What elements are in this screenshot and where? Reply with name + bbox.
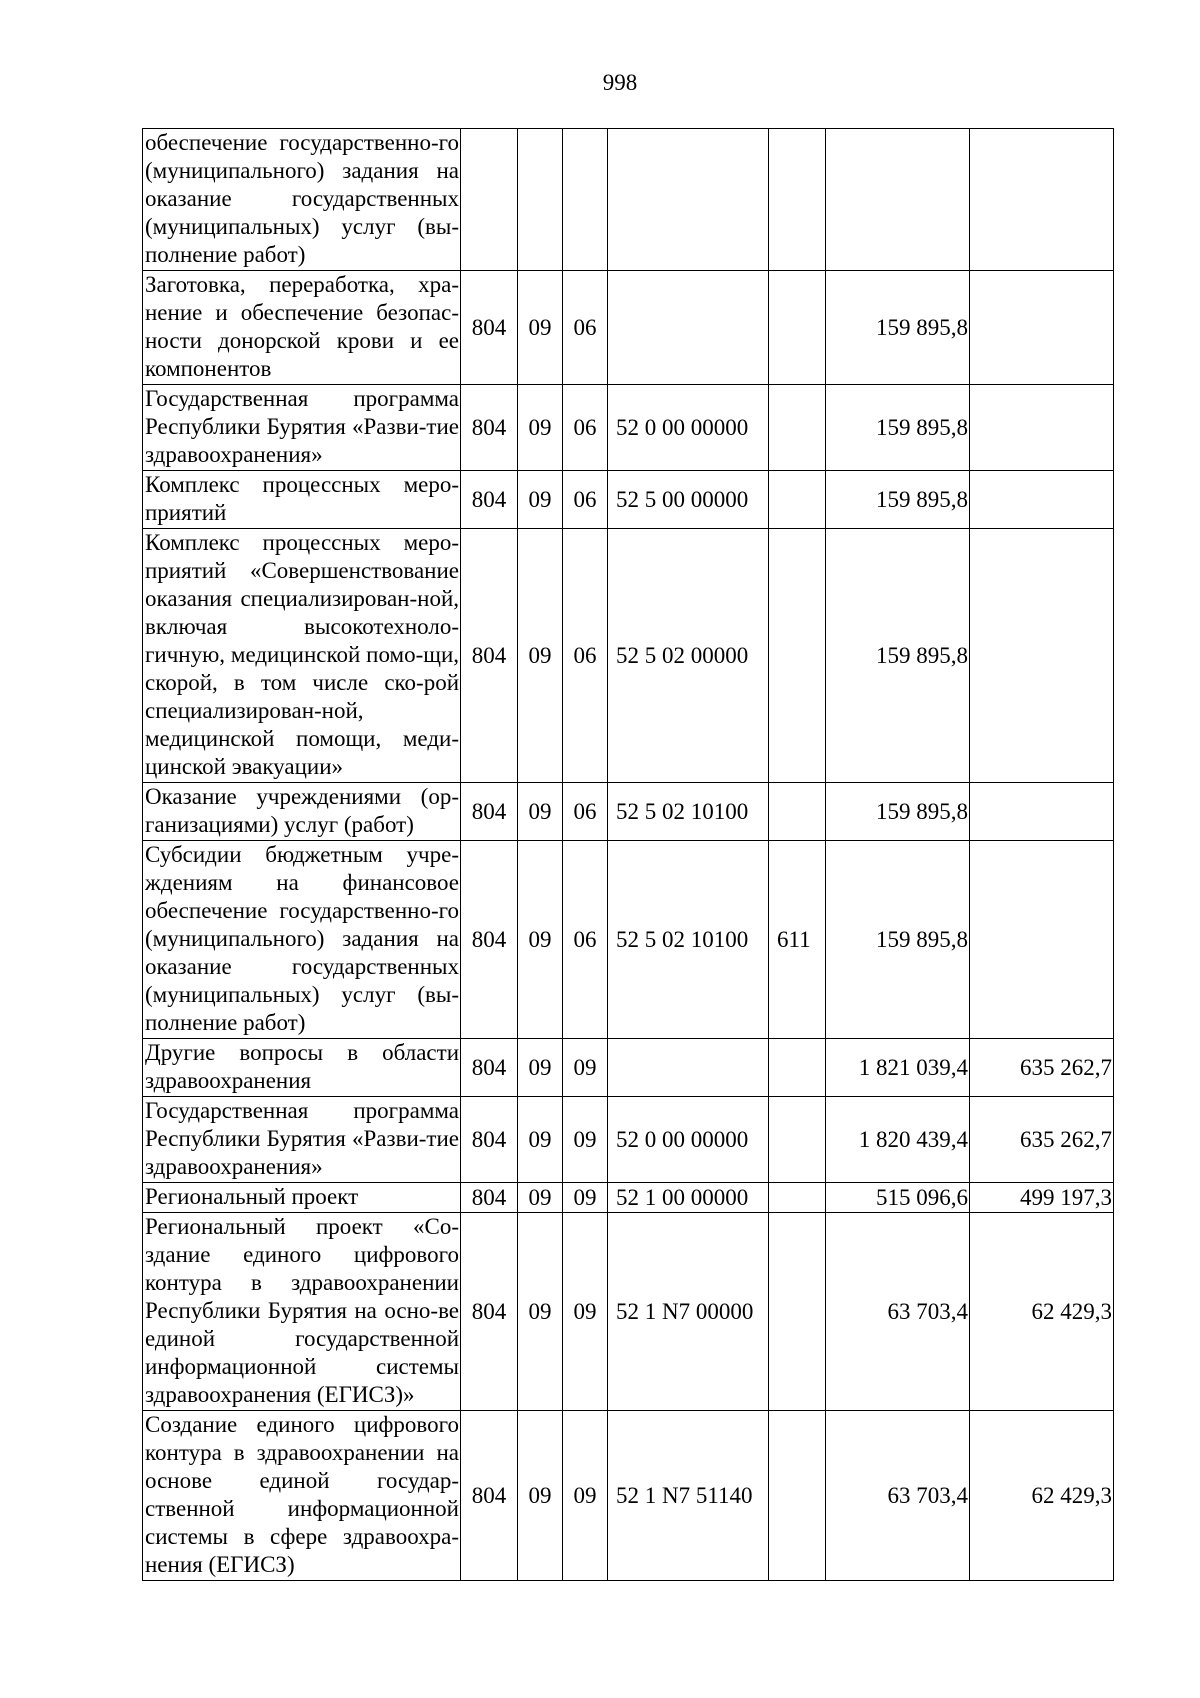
page-number: 998 [602, 70, 638, 95]
target-article-code: 52 1 N7 00000 [608, 1213, 769, 1411]
row-name: Государственная программа Республики Бурятия «Разви-тие здравоохранения» [143, 1097, 461, 1183]
subsection-code: 06 [563, 385, 608, 471]
subsection-code: 06 [563, 529, 608, 783]
row-name: Региональный проект [143, 1183, 461, 1213]
grbs-code: 804 [461, 1411, 518, 1581]
amount-year-1: 1 820 439,4 [826, 1097, 970, 1183]
row-name: Создание единого цифрового контура в здравоохранении на основе единой государ-ственной информационной системы в сфере здравоохра-нения (ЕГИСЗ) [143, 1411, 461, 1581]
target-article-code: 52 0 00 00000 [608, 1097, 769, 1183]
section-code: 09 [518, 1213, 563, 1411]
target-article-code: 52 0 00 00000 [608, 385, 769, 471]
amount-year-2 [970, 385, 1114, 471]
table-row [143, 1183, 1114, 1213]
grbs-code [461, 129, 518, 271]
expense-type-code [769, 1039, 826, 1097]
target-article-code: 52 5 00 00000 [608, 471, 769, 529]
expense-type-code: 611 [769, 841, 826, 1039]
table-row [143, 471, 1114, 529]
row-name: Комплекс процессных меро-приятий «Совершенствование оказания специализирован-ной, включая высокотехноло-гичную, медицинской помо-щи, скорой, в том числе ско-рой специализирован-ной, медицинской помощи, меди-цинской эвакуации» [143, 529, 461, 783]
amount-year-2: 499 197,3 [970, 1183, 1114, 1213]
amount-year-2 [970, 129, 1114, 271]
expense-type-code [769, 471, 826, 529]
subsection-code: 06 [563, 471, 608, 529]
target-article-code: 52 5 02 10100 [608, 841, 769, 1039]
amount-year-2: 62 429,3 [970, 1411, 1114, 1581]
table-row [143, 385, 1114, 471]
amount-year-2: 635 262,7 [970, 1039, 1114, 1097]
subsection-code: 06 [563, 841, 608, 1039]
subsection-code: 09 [563, 1183, 608, 1213]
grbs-code: 804 [461, 385, 518, 471]
section-code: 09 [518, 529, 563, 783]
table-row [143, 783, 1114, 841]
table-row [143, 841, 1114, 1039]
amount-year-2: 62 429,3 [970, 1213, 1114, 1411]
section-code: 09 [518, 471, 563, 529]
subsection-code: 06 [563, 271, 608, 385]
expense-type-code [769, 1411, 826, 1581]
subsection-code: 09 [563, 1039, 608, 1097]
amount-year-1: 159 895,8 [826, 271, 970, 385]
subsection-code: 09 [563, 1213, 608, 1411]
section-code: 09 [518, 841, 563, 1039]
table-row [143, 1097, 1114, 1183]
grbs-code: 804 [461, 271, 518, 385]
budget-table [142, 128, 1114, 1581]
target-article-code: 52 5 02 00000 [608, 529, 769, 783]
amount-year-1: 159 895,8 [826, 471, 970, 529]
row-name: Комплекс процессных меро-приятий [143, 471, 461, 529]
row-name: Другие вопросы в области здравоохранения [143, 1039, 461, 1097]
expense-type-code [769, 1097, 826, 1183]
amount-year-2: 635 262,7 [970, 1097, 1114, 1183]
table-row [143, 529, 1114, 783]
amount-year-1 [826, 129, 970, 271]
row-name: обеспечение государственно-го (муниципального) задания на оказание государственных (муниципальных) услуг (вы-полнение работ) [143, 129, 461, 271]
expense-type-code [769, 385, 826, 471]
table-row [143, 1039, 1114, 1097]
row-name: Региональный проект «Со-здание единого цифрового контура в здравоохранении Республики Бурятия на осно-ве единой государственной информационной системы здравоохранения (ЕГИСЗ)» [143, 1213, 461, 1411]
section-code: 09 [518, 1097, 563, 1183]
grbs-code: 804 [461, 1097, 518, 1183]
target-article-code [608, 1039, 769, 1097]
section-code: 09 [518, 1183, 563, 1213]
amount-year-1: 515 096,6 [826, 1183, 970, 1213]
grbs-code: 804 [461, 841, 518, 1039]
grbs-code: 804 [461, 1213, 518, 1411]
amount-year-1: 159 895,8 [826, 841, 970, 1039]
amount-year-1: 159 895,8 [826, 385, 970, 471]
target-article-code: 52 1 N7 51140 [608, 1411, 769, 1581]
grbs-code: 804 [461, 1183, 518, 1213]
expense-type-code [769, 1183, 826, 1213]
expense-type-code [769, 1213, 826, 1411]
row-name: Заготовка, переработка, хра-нение и обеспечение безопас-ности донорской крови и ее компонентов [143, 271, 461, 385]
grbs-code: 804 [461, 783, 518, 841]
amount-year-1: 63 703,4 [826, 1213, 970, 1411]
table-row [143, 1213, 1114, 1411]
grbs-code: 804 [461, 1039, 518, 1097]
subsection-code: 09 [563, 1097, 608, 1183]
table-row [143, 129, 1114, 271]
target-article-code: 52 1 00 00000 [608, 1183, 769, 1213]
expense-type-code [769, 783, 826, 841]
amount-year-1: 159 895,8 [826, 783, 970, 841]
row-name: Государственная программа Республики Бурятия «Разви-тие здравоохранения» [143, 385, 461, 471]
table-row [143, 1411, 1114, 1581]
grbs-code: 804 [461, 471, 518, 529]
section-code: 09 [518, 385, 563, 471]
grbs-code: 804 [461, 529, 518, 783]
amount-year-2 [970, 529, 1114, 783]
row-name: Субсидии бюджетным учре-ждениям на финансовое обеспечение государственно-го (муниципального) задания на оказание государственных (муниципальных) услуг (вы-полнение работ) [143, 841, 461, 1039]
target-article-code: 52 5 02 10100 [608, 783, 769, 841]
subsection-code: 06 [563, 783, 608, 841]
amount-year-2 [970, 271, 1114, 385]
expense-type-code [769, 529, 826, 783]
target-article-code [608, 129, 769, 271]
section-code: 09 [518, 783, 563, 841]
target-article-code [608, 271, 769, 385]
amount-year-1: 1 821 039,4 [826, 1039, 970, 1097]
amount-year-2 [970, 841, 1114, 1039]
table-row [143, 271, 1114, 385]
expense-type-code [769, 271, 826, 385]
section-code: 09 [518, 271, 563, 385]
amount-year-2 [970, 471, 1114, 529]
amount-year-1: 63 703,4 [826, 1411, 970, 1581]
section-code [518, 129, 563, 271]
section-code: 09 [518, 1411, 563, 1581]
amount-year-2 [970, 783, 1114, 841]
section-code: 09 [518, 1039, 563, 1097]
amount-year-1: 159 895,8 [826, 529, 970, 783]
subsection-code: 09 [563, 1411, 608, 1581]
expense-type-code [769, 129, 826, 271]
subsection-code [563, 129, 608, 271]
row-name: Оказание учреждениями (ор-ганизациями) услуг (работ) [143, 783, 461, 841]
